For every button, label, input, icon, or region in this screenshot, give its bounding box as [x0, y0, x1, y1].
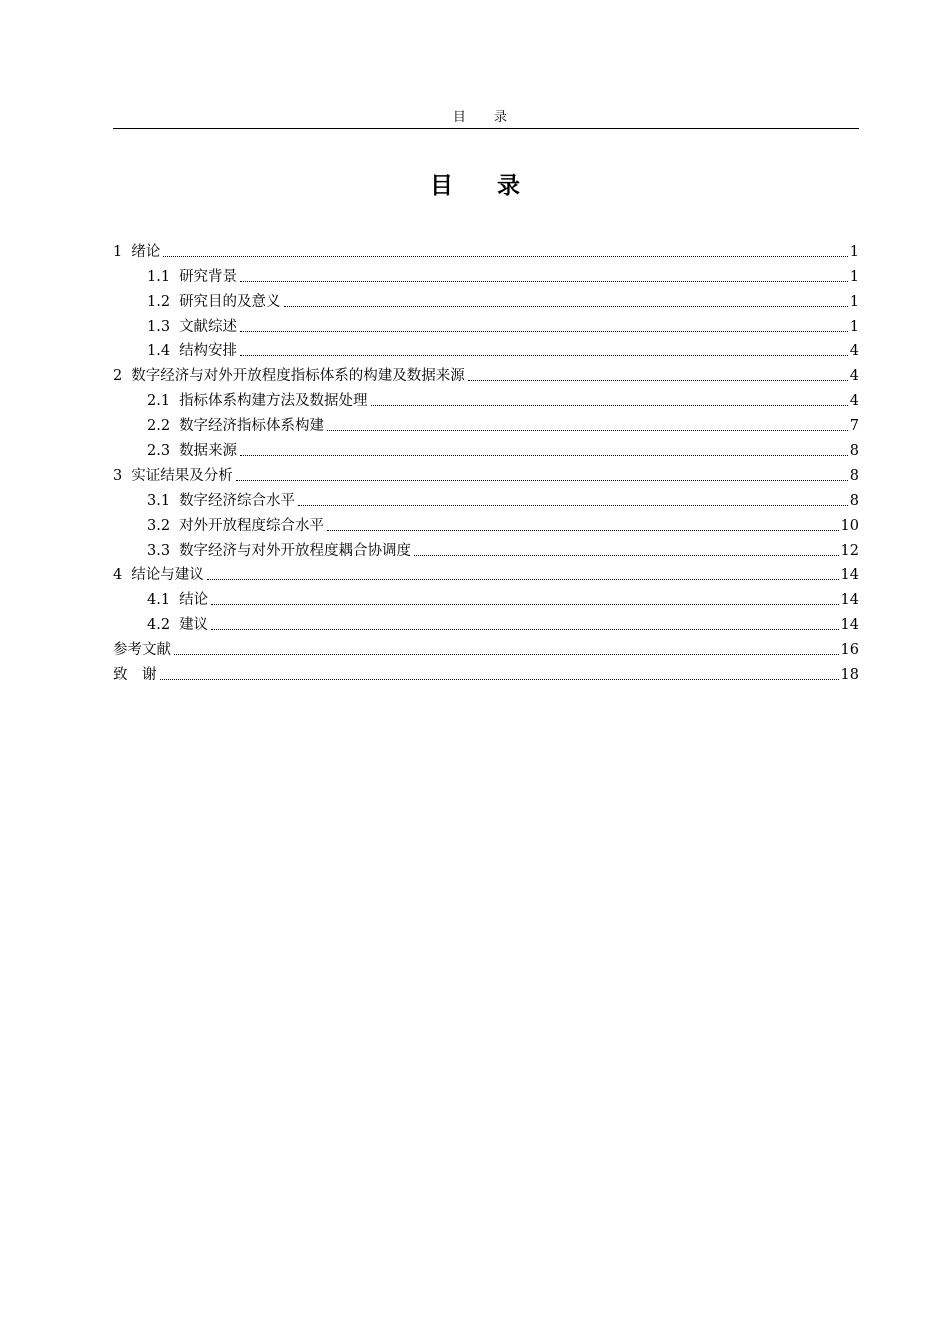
- toc-entry-title: 致 谢: [113, 667, 157, 684]
- toc-entry-page: 14: [840, 592, 859, 609]
- dot-leader: [240, 280, 848, 282]
- toc-entry-page: 14: [840, 617, 859, 634]
- toc-entry-number: 1.4: [147, 343, 171, 360]
- toc-entry-page: 4: [849, 393, 859, 410]
- toc-entry-title: 研究背景: [179, 268, 238, 285]
- toc-entry[interactable]: [113, 411, 859, 436]
- toc-entry-title: 建议: [179, 617, 209, 634]
- toc-entry[interactable]: [113, 386, 859, 411]
- toc-entry[interactable]: [113, 660, 859, 685]
- toc-entry-number: 3: [113, 467, 123, 484]
- toc-entry-page: 14: [840, 567, 859, 584]
- toc-entry-page: 8: [849, 492, 859, 509]
- toc-entry[interactable]: [113, 436, 859, 461]
- toc-entry-page: 1: [849, 268, 859, 285]
- toc-entry[interactable]: [113, 361, 859, 386]
- toc-entry[interactable]: [113, 287, 859, 312]
- dot-leader: [207, 578, 839, 580]
- toc-entry-page: 1: [849, 293, 859, 310]
- dot-leader: [468, 379, 848, 381]
- dot-leader: [240, 454, 848, 456]
- toc-entry-page: 7: [849, 418, 859, 435]
- toc-entry-page: 8: [849, 443, 859, 460]
- toc-entry-title: 研究目的及意义: [179, 293, 281, 310]
- toc-entry-title: 数字经济与对外开放程度耦合协调度: [179, 542, 412, 559]
- dot-leader: [240, 330, 848, 332]
- toc-entry-number: 3.2: [147, 517, 171, 534]
- toc-entry-page: 4: [849, 343, 859, 360]
- toc-entry[interactable]: [113, 511, 859, 536]
- dot-leader: [371, 404, 848, 406]
- dot-leader: [327, 429, 848, 431]
- toc-entry-title: 结构安排: [179, 343, 238, 360]
- toc-entry-title: 结论与建议: [131, 567, 204, 584]
- toc-entry-title: 数字经济与对外开放程度指标体系的构建及数据来源: [131, 368, 465, 385]
- toc-entry-number: 3.1: [147, 492, 171, 509]
- toc-entry[interactable]: [113, 610, 859, 635]
- toc-entry-number: 2.1: [147, 393, 171, 410]
- page-title: 目 录: [429, 173, 538, 199]
- toc-entry-number: 4.1: [147, 592, 171, 609]
- toc-entry-page: 12: [840, 542, 859, 559]
- toc-entry-title: 指标体系构建方法及数据处理: [179, 393, 368, 410]
- toc-entry-title: 参考文献: [113, 642, 171, 659]
- toc-entry-title: 数字经济指标体系构建: [179, 418, 325, 435]
- toc-entry[interactable]: [113, 635, 859, 660]
- toc-entry[interactable]: [113, 486, 859, 511]
- toc-entry-number: 2.2: [147, 418, 171, 435]
- running-header: 目 录: [113, 108, 859, 129]
- table-of-contents: [113, 237, 859, 685]
- toc-entry[interactable]: [113, 237, 859, 262]
- dot-leader: [284, 305, 848, 307]
- dot-leader: [298, 504, 848, 506]
- toc-entry-title: 数据来源: [179, 443, 238, 460]
- dot-leader: [327, 529, 838, 531]
- toc-entry-number: 4: [113, 567, 123, 584]
- toc-entry-number: 1: [113, 243, 123, 260]
- dot-leader: [414, 554, 838, 556]
- toc-entry-number: 3.3: [147, 542, 171, 559]
- toc-entry[interactable]: [113, 262, 859, 287]
- toc-entry-number: 1.3: [147, 318, 171, 335]
- toc-entry-title: 对外开放程度综合水平: [179, 517, 325, 534]
- dot-leader: [160, 678, 839, 680]
- dot-leader: [236, 479, 848, 481]
- toc-entry-title: 绪论: [131, 243, 161, 260]
- dot-leader: [211, 628, 838, 630]
- toc-entry[interactable]: [113, 536, 859, 561]
- toc-entry-title: 实证结果及分析: [131, 467, 233, 484]
- toc-entry-page: 18: [840, 667, 859, 684]
- dot-leader: [174, 653, 839, 655]
- toc-entry-page: 10: [840, 517, 859, 534]
- toc-entry-number: 2: [113, 368, 123, 385]
- toc-entry-page: 4: [849, 368, 859, 385]
- toc-entry-page: 16: [840, 642, 859, 659]
- dot-leader: [211, 603, 838, 605]
- toc-entry-page: 8: [849, 467, 859, 484]
- toc-entry[interactable]: [113, 312, 859, 337]
- dot-leader: [240, 354, 848, 356]
- toc-entry[interactable]: [113, 561, 859, 586]
- toc-entry-title: 文献综述: [179, 318, 238, 335]
- toc-entry-page: 1: [849, 243, 859, 260]
- toc-entry-number: 4.2: [147, 617, 171, 634]
- toc-entry[interactable]: [113, 461, 859, 486]
- toc-entry-number: 1.2: [147, 293, 171, 310]
- toc-entry-number: 2.3: [147, 443, 171, 460]
- toc-entry-title: 结论: [179, 592, 209, 609]
- dot-leader: [163, 255, 848, 257]
- toc-entry[interactable]: [113, 585, 859, 610]
- toc-entry-page: 1: [849, 318, 859, 335]
- toc-entry-number: 1.1: [147, 268, 171, 285]
- toc-entry[interactable]: [113, 337, 859, 362]
- toc-entry-title: 数字经济综合水平: [179, 492, 296, 509]
